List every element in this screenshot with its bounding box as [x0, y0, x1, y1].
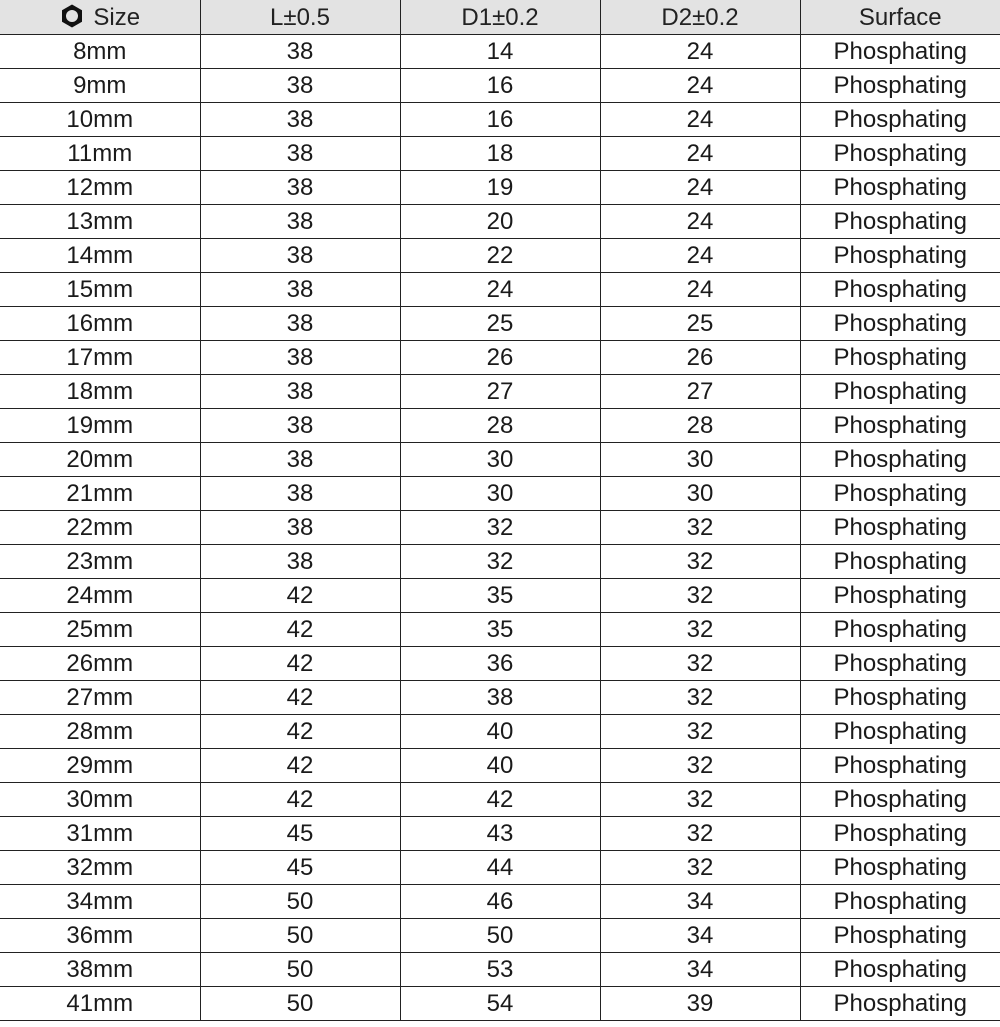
length-cell: 42	[200, 749, 400, 783]
table-row	[0, 511, 1000, 545]
d2-cell: 32	[600, 681, 800, 715]
table-row	[0, 783, 1000, 817]
surface-cell: Phosphating	[800, 817, 1000, 851]
surface-cell: Phosphating	[800, 851, 1000, 885]
length-cell: 38	[200, 205, 400, 239]
d2-cell: 28	[600, 409, 800, 443]
table-row	[0, 273, 1000, 307]
surface-cell: Phosphating	[800, 409, 1000, 443]
length-cell: 38	[200, 35, 400, 69]
d1-cell: 36	[400, 647, 600, 681]
size-cell: 26mm	[0, 647, 200, 681]
d1-cell: 40	[400, 715, 600, 749]
d2-cell: 24	[600, 69, 800, 103]
d2-cell: 30	[600, 477, 800, 511]
d2-cell: 27	[600, 375, 800, 409]
length-cell: 38	[200, 375, 400, 409]
surface-cell: Phosphating	[800, 545, 1000, 579]
length-cell: 38	[200, 477, 400, 511]
surface-cell: Phosphating	[800, 885, 1000, 919]
size-cell: 28mm	[0, 715, 200, 749]
size-cell: 8mm	[0, 35, 200, 69]
surface-cell: Phosphating	[800, 35, 1000, 69]
surface-cell: Phosphating	[800, 579, 1000, 613]
d1-cell: 30	[400, 443, 600, 477]
d1-cell: 19	[400, 171, 600, 205]
size-cell: 34mm	[0, 885, 200, 919]
d1-cell: 16	[400, 103, 600, 137]
d2-cell: 24	[600, 239, 800, 273]
d1-cell: 16	[400, 69, 600, 103]
size-cell: 27mm	[0, 681, 200, 715]
d1-cell: 27	[400, 375, 600, 409]
surface-cell: Phosphating	[800, 783, 1000, 817]
d1-cell: 28	[400, 409, 600, 443]
surface-cell: Phosphating	[800, 477, 1000, 511]
d2-cell: 30	[600, 443, 800, 477]
table-row	[0, 409, 1000, 443]
d2-cell: 32	[600, 545, 800, 579]
d1-cell: 20	[400, 205, 600, 239]
table-row	[0, 715, 1000, 749]
length-cell: 42	[200, 783, 400, 817]
length-cell: 38	[200, 307, 400, 341]
length-cell: 42	[200, 647, 400, 681]
table-row	[0, 919, 1000, 953]
surface-cell: Phosphating	[800, 137, 1000, 171]
d1-cell: 46	[400, 885, 600, 919]
d1-cell: 25	[400, 307, 600, 341]
length-cell: 38	[200, 103, 400, 137]
d2-cell: 24	[600, 35, 800, 69]
size-cell: 25mm	[0, 613, 200, 647]
surface-cell: Phosphating	[800, 749, 1000, 783]
surface-cell: Phosphating	[800, 613, 1000, 647]
surface-cell: Phosphating	[800, 647, 1000, 681]
size-cell: 18mm	[0, 375, 200, 409]
d1-cell: 44	[400, 851, 600, 885]
length-cell: 38	[200, 239, 400, 273]
size-cell: 19mm	[0, 409, 200, 443]
d2-cell: 32	[600, 647, 800, 681]
surface-cell: Phosphating	[800, 987, 1000, 1021]
length-cell: 50	[200, 987, 400, 1021]
length-cell: 38	[200, 171, 400, 205]
length-cell: 50	[200, 885, 400, 919]
table-row	[0, 647, 1000, 681]
length-cell: 45	[200, 851, 400, 885]
surface-cell: Phosphating	[800, 953, 1000, 987]
table-row	[0, 851, 1000, 885]
length-cell: 38	[200, 545, 400, 579]
d1-cell: 26	[400, 341, 600, 375]
d2-cell: 32	[600, 613, 800, 647]
length-cell: 42	[200, 579, 400, 613]
surface-cell: Phosphating	[800, 171, 1000, 205]
table-row	[0, 749, 1000, 783]
surface-cell: Phosphating	[800, 511, 1000, 545]
table-row	[0, 953, 1000, 987]
size-cell: 15mm	[0, 273, 200, 307]
size-cell: 22mm	[0, 511, 200, 545]
table-row	[0, 477, 1000, 511]
size-cell: 20mm	[0, 443, 200, 477]
table-row	[0, 35, 1000, 69]
table-row	[0, 103, 1000, 137]
d1-cell: 42	[400, 783, 600, 817]
surface-cell: Phosphating	[800, 443, 1000, 477]
size-cell: 38mm	[0, 953, 200, 987]
table-row	[0, 341, 1000, 375]
surface-cell: Phosphating	[800, 715, 1000, 749]
table-row	[0, 681, 1000, 715]
table-row	[0, 817, 1000, 851]
surface-cell: Phosphating	[800, 681, 1000, 715]
d1-cell: 43	[400, 817, 600, 851]
d1-cell: 50	[400, 919, 600, 953]
d1-cell: 40	[400, 749, 600, 783]
size-cell: 21mm	[0, 477, 200, 511]
size-cell: 10mm	[0, 103, 200, 137]
length-cell: 45	[200, 817, 400, 851]
size-cell: 12mm	[0, 171, 200, 205]
d1-cell: 35	[400, 579, 600, 613]
table-row	[0, 205, 1000, 239]
length-cell: 38	[200, 69, 400, 103]
d1-cell: 30	[400, 477, 600, 511]
d2-cell: 24	[600, 171, 800, 205]
table-row	[0, 239, 1000, 273]
length-cell: 42	[200, 715, 400, 749]
d2-cell: 25	[600, 307, 800, 341]
d2-cell: 39	[600, 987, 800, 1021]
table-body	[0, 35, 1000, 1021]
table-row	[0, 137, 1000, 171]
d2-cell: 32	[600, 783, 800, 817]
surface-cell: Phosphating	[800, 919, 1000, 953]
d1-cell: 35	[400, 613, 600, 647]
length-cell: 38	[200, 137, 400, 171]
d1-column-header: D1±0.2	[400, 0, 600, 35]
table-row	[0, 307, 1000, 341]
d1-cell: 14	[400, 35, 600, 69]
d1-cell: 24	[400, 273, 600, 307]
d2-cell: 24	[600, 205, 800, 239]
d2-cell: 32	[600, 511, 800, 545]
table-row	[0, 987, 1000, 1021]
size-cell: 29mm	[0, 749, 200, 783]
length-cell: 42	[200, 613, 400, 647]
size-cell: 41mm	[0, 987, 200, 1021]
d1-cell: 18	[400, 137, 600, 171]
d2-cell: 24	[600, 273, 800, 307]
d2-cell: 32	[600, 817, 800, 851]
d2-cell: 32	[600, 715, 800, 749]
hex-socket-icon	[59, 3, 85, 29]
length-cell: 50	[200, 919, 400, 953]
length-cell: 38	[200, 443, 400, 477]
length-cell: 38	[200, 273, 400, 307]
size-cell: 16mm	[0, 307, 200, 341]
d1-cell: 38	[400, 681, 600, 715]
d2-cell: 24	[600, 137, 800, 171]
d2-column-header: D2±0.2	[600, 0, 800, 35]
size-cell: 24mm	[0, 579, 200, 613]
size-cell: 13mm	[0, 205, 200, 239]
surface-cell: Phosphating	[800, 103, 1000, 137]
size-column-header	[0, 0, 200, 35]
d1-cell: 32	[400, 511, 600, 545]
d2-cell: 32	[600, 749, 800, 783]
size-cell: 17mm	[0, 341, 200, 375]
length-cell: 38	[200, 409, 400, 443]
length-column-header: L±0.5	[200, 0, 400, 35]
table-row	[0, 375, 1000, 409]
d2-cell: 32	[600, 851, 800, 885]
size-cell: 36mm	[0, 919, 200, 953]
size-cell: 30mm	[0, 783, 200, 817]
d2-cell: 34	[600, 885, 800, 919]
length-cell: 38	[200, 511, 400, 545]
table-row	[0, 613, 1000, 647]
surface-cell: Phosphating	[800, 239, 1000, 273]
size-cell: 14mm	[0, 239, 200, 273]
size-cell: 23mm	[0, 545, 200, 579]
surface-cell: Phosphating	[800, 341, 1000, 375]
size-cell: 31mm	[0, 817, 200, 851]
d1-cell: 54	[400, 987, 600, 1021]
surface-cell: Phosphating	[800, 69, 1000, 103]
d1-cell: 53	[400, 953, 600, 987]
length-cell: 50	[200, 953, 400, 987]
d2-cell: 32	[600, 579, 800, 613]
surface-column-header: Surface	[800, 0, 1000, 35]
size-cell: 11mm	[0, 137, 200, 171]
table-row	[0, 443, 1000, 477]
table-header-row	[0, 0, 1000, 35]
surface-cell: Phosphating	[800, 307, 1000, 341]
d2-cell: 24	[600, 103, 800, 137]
size-cell: 32mm	[0, 851, 200, 885]
d1-cell: 32	[400, 545, 600, 579]
table-row	[0, 885, 1000, 919]
length-cell: 42	[200, 681, 400, 715]
table-row	[0, 545, 1000, 579]
size-header-label: Size	[93, 4, 141, 32]
table-row	[0, 171, 1000, 205]
d2-cell: 26	[600, 341, 800, 375]
table-row	[0, 69, 1000, 103]
table-row	[0, 579, 1000, 613]
d1-cell: 22	[400, 239, 600, 273]
length-cell: 38	[200, 341, 400, 375]
surface-cell: Phosphating	[800, 273, 1000, 307]
surface-cell: Phosphating	[800, 375, 1000, 409]
size-cell: 9mm	[0, 69, 200, 103]
d2-cell: 34	[600, 953, 800, 987]
surface-cell: Phosphating	[800, 205, 1000, 239]
d2-cell: 34	[600, 919, 800, 953]
